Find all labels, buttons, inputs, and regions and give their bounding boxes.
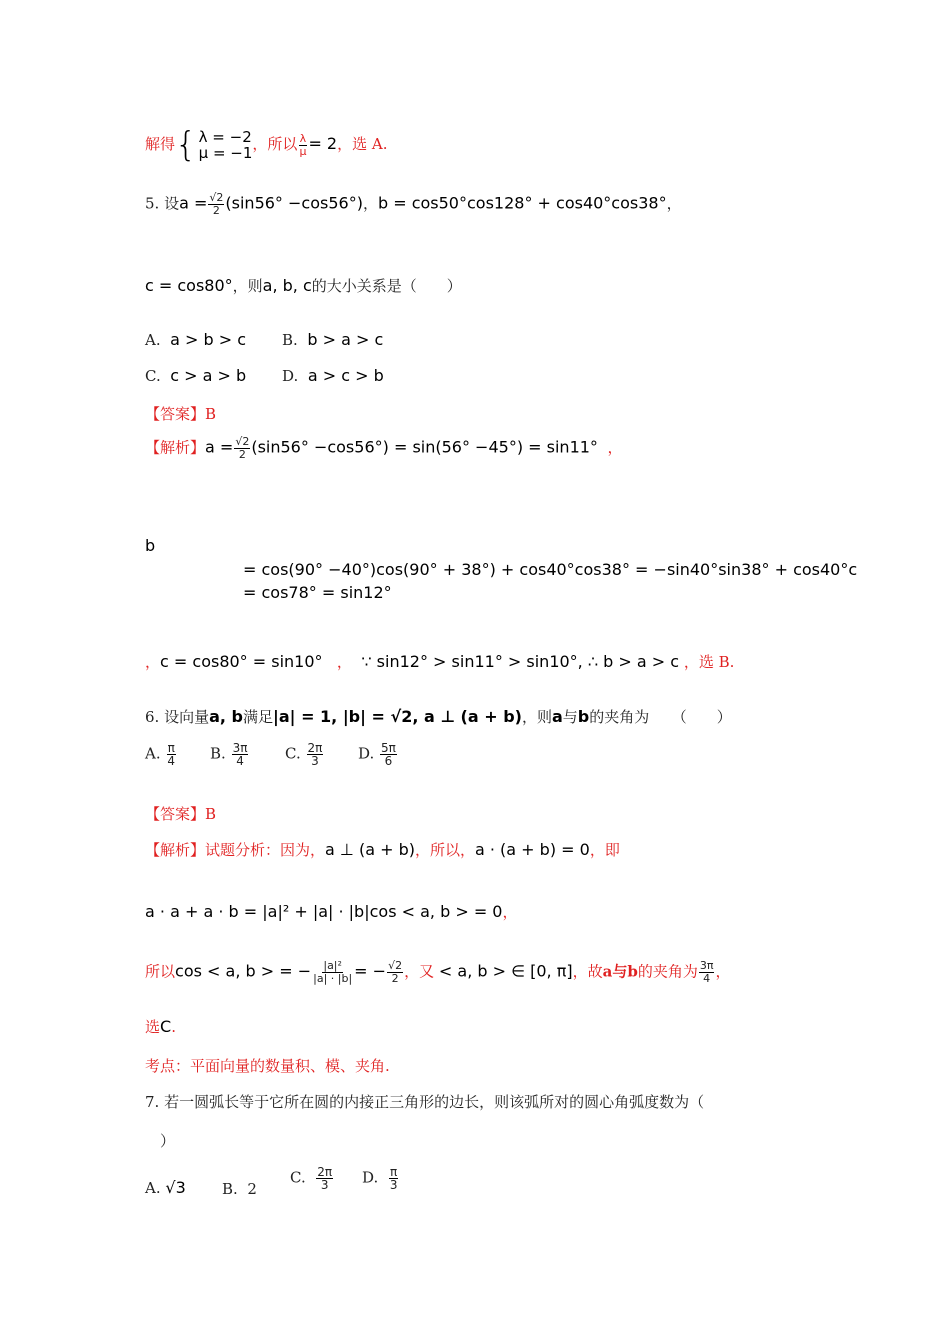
- question-5-line-2: c = cos80°，则a, b, c的大小关系是（ ）: [145, 276, 462, 295]
- question-5-option-b: B. b > a > c: [282, 330, 384, 349]
- c-definition: c = cos80°: [145, 276, 233, 295]
- c-simplification: c = cos80° = sin10°: [160, 652, 323, 671]
- vectors-ab: a, b: [209, 707, 243, 726]
- question-7-line-1: 7. 若一圆弧长等于它所在圆的内接正三角形的边长，则该弧所对的圆心角弧度数为（: [145, 1093, 705, 1111]
- equation-system: { λ = −2 μ = −1: [175, 125, 253, 165]
- question-7-option-d: D. $\frac{\pi}{3}$: [362, 1165, 398, 1192]
- b-definition: b = cos50°cos128° + cos40°cos38°: [377, 193, 667, 213]
- question-6-analysis-line-3: 所以cos < a, b > = − $\frac{\text{|a|²}}{|a| \cdot |b|}$ = − $\frac{√2}{2}$ ，又 < a, b > ∈ [0, π]，故a与b的夹角为 $\frac{3\pi}{4}$ ，: [145, 959, 731, 985]
- question-6-option-b: B. $\frac{3\pi}{4}$: [210, 741, 248, 768]
- answer-value: B: [205, 405, 217, 423]
- c-comparison-line: ，c = cos80° = sin10° ， ∵ sin12° > sin11° > sin10°, ∴ b > a > c ，选 B.: [145, 652, 735, 671]
- question-6-kaodian: 考点：平面向量的数量积、模、夹角.: [145, 1057, 390, 1075]
- answer-tag: 【答案】: [145, 405, 206, 423]
- question-5-option-c: C. c > a > b: [145, 366, 247, 385]
- question-7-line-2: ）: [160, 1132, 176, 1150]
- question-6-option-c: C. $\frac{2\pi}{3}$: [285, 741, 323, 768]
- question-5-answer: [145, 403, 216, 424]
- lambda-mu-fraction: $\frac{\lambda}{\mu}$: [299, 131, 307, 158]
- a-definition-rhs: (sin56° −cos56°): [225, 193, 363, 213]
- solution-choice: ，选 A.: [337, 135, 388, 153]
- question-7-option-c: C. $\frac{2\pi}{3}$: [290, 1165, 333, 1192]
- question-5-number: 5. 设: [145, 194, 180, 213]
- sqrt2-over-2-fraction: $\frac{√2}{2}$: [209, 191, 224, 217]
- b-derivation-line-1: = cos(90° −40°)cos(90° + 38°) + cos40°cos38° = −sin40°sin38° + cos40°c: [243, 560, 858, 579]
- solution-mid-text: ，所以: [252, 135, 298, 153]
- question-5-option-d: D. a > c > b: [282, 366, 384, 385]
- a-definition-lhs: a =: [179, 193, 208, 213]
- solution-prefix: 解得: [145, 135, 176, 153]
- b-derivation-line-2: = cos78° = sin12°: [243, 583, 392, 602]
- abc-variables: a, b, c: [262, 276, 312, 295]
- question-5-line-1: 5. 设a = $\frac{√2}{2}$ (sin56° −cos56°)，b = cos50°cos128° + cos40°cos38°，: [145, 191, 682, 217]
- system-line-2: μ = −1: [198, 144, 253, 162]
- question-7-option-a: A. √3: [145, 1178, 186, 1197]
- fraction-value: = 2: [308, 134, 338, 153]
- question-7-option-b: B. 2: [222, 1180, 257, 1198]
- comparison-conclusion: ∵ sin12° > sin11° > sin10°, ∴ b > a > c: [361, 652, 680, 671]
- question-5-analysis-line-1: 【解析】a = $\frac{√2}{2}$ (sin56° −cos56°) = sin(56° −45°) = sin11° ，: [145, 435, 623, 461]
- b-label: b: [145, 536, 156, 555]
- question-6-option-d: D. $\frac{5\pi}{6}$: [358, 741, 396, 768]
- a-simplification: (sin56° −cos56°) = sin(56° −45°) = sin11°: [251, 437, 598, 457]
- question-5-option-a: A. a > b > c: [145, 330, 247, 349]
- analysis-tag: 【解析】: [145, 438, 206, 457]
- vector-conditions: |a| = 1, |b| = √2, a ⊥ (a + b): [273, 707, 522, 726]
- question-6-number: 6. 设向量: [145, 708, 210, 726]
- question-5-prompt: 的大小关系是（ ）: [311, 277, 462, 295]
- question-6-answer: 【答案】B: [145, 805, 217, 823]
- question-6-line-1: 6. 设向量a, b满足|a| = 1, |b| = √2, a ⊥ (a + b)，则a与b的夹角为 （ ）: [145, 707, 732, 726]
- question-6-analysis-line-1: 【解析】试题分析：因为，a ⊥ (a + b)，所以，a · (a + b) = 0，即: [145, 840, 620, 859]
- solution-line-1: [145, 125, 388, 165]
- question-6-analysis-line-4: 选C.: [145, 1017, 176, 1036]
- question-6-analysis-line-2: a · a + a · b = |a|² + |a| · |b|cos < a, b > = 0，: [145, 902, 518, 921]
- question-6-prompt: 的夹角为 （ ）: [589, 708, 732, 726]
- question-6-option-a: A. $\frac{\pi}{4}$: [145, 741, 176, 768]
- system-line-1: λ = −2: [198, 128, 252, 146]
